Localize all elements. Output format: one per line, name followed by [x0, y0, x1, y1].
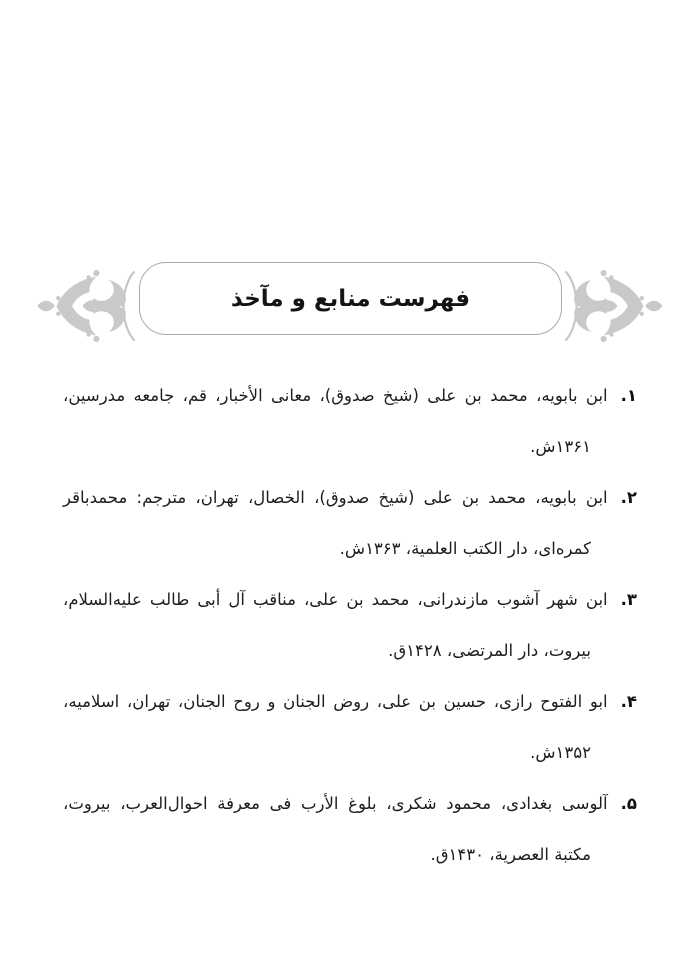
- reference-line2: ۱۳۶۱ش.: [530, 437, 591, 456]
- page-title: فهرست منابع و مآخذ: [230, 285, 471, 312]
- entry-number: ۱.: [620, 386, 637, 405]
- entry-text: ابن بابويه، محمد بن على (شيخ صدوق)، الخصال، تهران، مترجم: محمدباقر: [63, 488, 608, 507]
- references-list: [63, 370, 637, 880]
- reference-line1: [63, 778, 637, 829]
- entry-text: ابو الفتوح رازى، حسين بن على، روض الجنان و روح الجنان، تهران، اسلاميه،: [63, 692, 608, 711]
- floral-ornament-right-icon: [562, 263, 666, 349]
- reference-entry: [63, 676, 637, 778]
- title-box: [139, 262, 562, 335]
- entry-number: ۴.: [620, 692, 637, 711]
- floral-ornament-left-icon: [34, 263, 138, 349]
- chapter-header: [0, 258, 700, 354]
- entry-number: ۵.: [620, 794, 637, 813]
- entry-text: ابن شهر آشوب مازندرانى، محمد بن على، مناقب آل أبى طالب عليه‌السلام،: [63, 590, 608, 609]
- reference-line1: [63, 676, 637, 727]
- entry-text: آلوسى بغدادى، محمود شکرى، بلوغ الأرب فى معرفة احوال‌العرب، بيروت،: [63, 794, 608, 813]
- reference-line2: مکتبة العصرية، ۱۴۳۰ق.: [430, 845, 591, 864]
- reference-line2: کمره‌اى، دار الکتب العلمية، ۱۳۶۳ش.: [339, 539, 591, 558]
- entry-number: ۳.: [620, 590, 637, 609]
- reference-entry: [63, 778, 637, 880]
- reference-line1: [63, 472, 637, 523]
- entry-text: ابن بابويه، محمد بن على (شيخ صدوق)، معانى الأخبار، قم، جامعه مدرسين،: [63, 386, 608, 405]
- reference-entry: [63, 370, 637, 472]
- reference-line1: [63, 370, 637, 421]
- reference-line2: بيروت، دار المرتضى، ۱۴۲۸ق.: [388, 641, 591, 660]
- reference-line2: ۱۳۵۲ش.: [530, 743, 591, 762]
- reference-entry: [63, 472, 637, 574]
- reference-entry: [63, 574, 637, 676]
- entry-number: ۲.: [620, 488, 637, 507]
- reference-line1: [63, 574, 637, 625]
